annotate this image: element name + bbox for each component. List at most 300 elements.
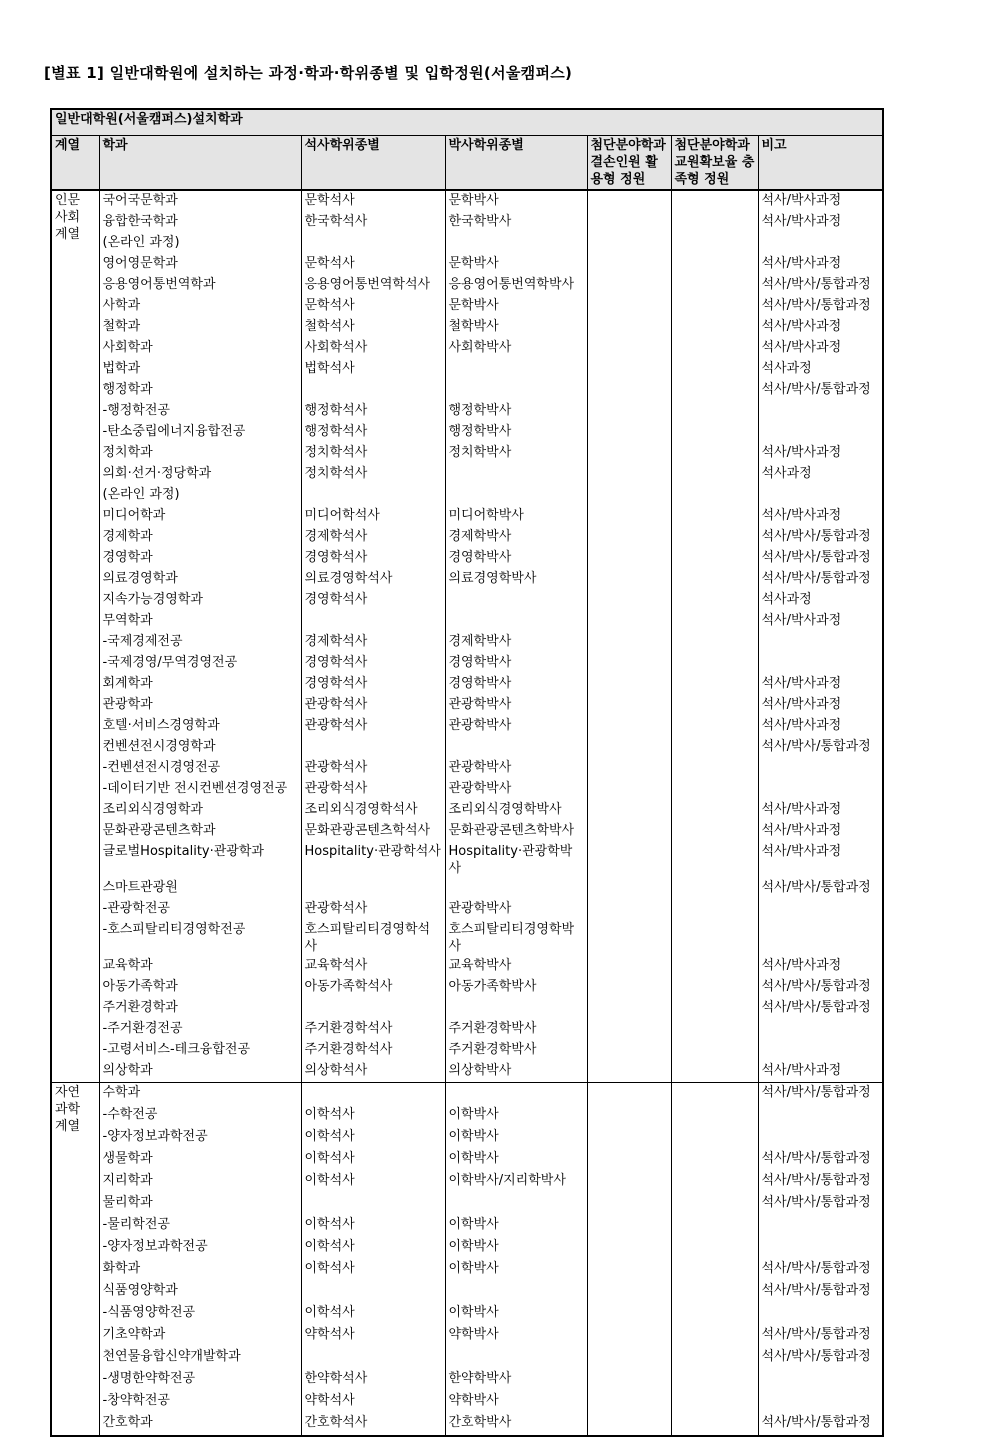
- cell-adv1: [587, 1083, 671, 1106]
- table-row: [51, 695, 883, 716]
- cell-adv1: [587, 1171, 671, 1193]
- cell-adv2: [671, 920, 758, 956]
- cell-adv1: [587, 275, 671, 296]
- cell-note: [758, 920, 883, 956]
- cell-note: [758, 899, 883, 920]
- cell-doctoral: [445, 1193, 587, 1215]
- cell-adv1: [587, 1347, 671, 1369]
- cell-doctoral: Hospitality·관광학박사: [445, 842, 587, 878]
- cell-adv1: [587, 878, 671, 899]
- table-row: [51, 1040, 883, 1061]
- cell-dept: 교육학과: [99, 956, 301, 977]
- section-natural-science: [51, 1083, 883, 1437]
- cell-masters: 이학석사: [301, 1237, 445, 1259]
- table-row: [51, 842, 883, 878]
- cell-dept: 생물학과: [99, 1149, 301, 1171]
- cell-note: [758, 485, 883, 506]
- cell-masters: 이학석사: [301, 1215, 445, 1237]
- cell-note: 석사/박사과정: [758, 716, 883, 737]
- cell-dept: 법학과: [99, 359, 301, 380]
- page-title: [별표 1] 일반대학원에 설치하는 과정·학과·학위종별 및 입학정원(서울캠퍼스): [44, 64, 573, 82]
- cell-note: 석사/박사과정: [758, 695, 883, 716]
- cell-adv1: [587, 569, 671, 590]
- cell-masters: 이학석사: [301, 1171, 445, 1193]
- cell-adv2: [671, 977, 758, 998]
- cell-masters: 약학석사: [301, 1325, 445, 1347]
- cell-masters: 문학석사: [301, 254, 445, 275]
- cell-doctoral: 간호학박사: [445, 1413, 587, 1436]
- cell-adv2: [671, 1259, 758, 1281]
- cell-note: 석사/박사과정: [758, 611, 883, 632]
- cell-note: 석사/박사/통합과정: [758, 275, 883, 296]
- cell-doctoral: 한국학박사: [445, 212, 587, 233]
- cell-dept: -창약학전공: [99, 1391, 301, 1413]
- cell-adv1: [587, 695, 671, 716]
- cell-note: 석사/박사/통합과정: [758, 548, 883, 569]
- cell-adv1: [587, 632, 671, 653]
- cell-dept: -국제경제전공: [99, 632, 301, 653]
- cell-dept: 회계학과: [99, 674, 301, 695]
- cell-dept: -국제경영/무역경영전공: [99, 653, 301, 674]
- table-row: [51, 275, 883, 296]
- cell-note: [758, 1040, 883, 1061]
- table-row: [51, 899, 883, 920]
- cell-masters: 법학석사: [301, 359, 445, 380]
- cell-doctoral: 이학박사: [445, 1127, 587, 1149]
- cell-masters: 주거환경학석사: [301, 1019, 445, 1040]
- cell-dept: (온라인 과정): [99, 485, 301, 506]
- cell-dept: 아동가족학과: [99, 977, 301, 998]
- cell-note: 석사/박사/통합과정: [758, 1347, 883, 1369]
- cell-dept: 사회학과: [99, 338, 301, 359]
- cell-note: 석사/박사과정: [758, 821, 883, 842]
- cell-doctoral: 문학박사: [445, 254, 587, 275]
- table-row: [51, 317, 883, 338]
- cell-note: 석사/박사/통합과정: [758, 296, 883, 317]
- cell-adv2: [671, 821, 758, 842]
- cell-doctoral: 경영학박사: [445, 653, 587, 674]
- cell-adv2: [671, 296, 758, 317]
- cell-masters: 관광학석사: [301, 899, 445, 920]
- cell-masters: 경제학석사: [301, 527, 445, 548]
- cell-masters: [301, 1193, 445, 1215]
- cell-dept: 수학과: [99, 1083, 301, 1106]
- table-row: [51, 1237, 883, 1259]
- cell-note: 석사과정: [758, 590, 883, 611]
- cell-masters: 문학석사: [301, 296, 445, 317]
- cell-doctoral: [445, 1347, 587, 1369]
- cell-adv1: [587, 212, 671, 233]
- cell-dept: -주거환경전공: [99, 1019, 301, 1040]
- table-row: [51, 1171, 883, 1193]
- cell-note: 석사/박사/통합과정: [758, 1413, 883, 1436]
- table-row: [51, 1413, 883, 1436]
- cell-note: 석사과정: [758, 464, 883, 485]
- cell-adv2: [671, 401, 758, 422]
- cell-masters: 간호학석사: [301, 1413, 445, 1436]
- col-header-category: 계열: [51, 136, 99, 191]
- cell-dept: 경제학과: [99, 527, 301, 548]
- cell-note: 석사/박사과정: [758, 506, 883, 527]
- cell-note: [758, 779, 883, 800]
- cell-adv2: [671, 1237, 758, 1259]
- cell-adv2: [671, 1019, 758, 1040]
- cell-doctoral: 교육학박사: [445, 956, 587, 977]
- cell-note: 석사/박사과정: [758, 674, 883, 695]
- table-row: [51, 569, 883, 590]
- table-row: [51, 1215, 883, 1237]
- cell-note: 석사과정: [758, 359, 883, 380]
- table-row: [51, 1149, 883, 1171]
- table-row: [51, 1347, 883, 1369]
- cell-adv2: [671, 1303, 758, 1325]
- cell-masters: 경제학석사: [301, 632, 445, 653]
- cell-dept: 의상학과: [99, 1061, 301, 1083]
- cell-note: [758, 1391, 883, 1413]
- cell-doctoral: 미디어학박사: [445, 506, 587, 527]
- cell-adv1: [587, 338, 671, 359]
- cell-adv1: [587, 716, 671, 737]
- cell-note: 석사/박사/통합과정: [758, 977, 883, 998]
- cell-adv2: [671, 590, 758, 611]
- cell-note: [758, 233, 883, 254]
- cell-masters: [301, 1083, 445, 1106]
- cell-note: [758, 1127, 883, 1149]
- cell-masters: 한국학석사: [301, 212, 445, 233]
- cell-doctoral: 약학박사: [445, 1325, 587, 1347]
- cell-masters: 교육학석사: [301, 956, 445, 977]
- cell-masters: 관광학석사: [301, 716, 445, 737]
- table-row: [51, 998, 883, 1019]
- cell-doctoral: 관광학박사: [445, 779, 587, 800]
- cell-adv1: [587, 527, 671, 548]
- cell-note: 석사/박사/통합과정: [758, 998, 883, 1019]
- cell-adv1: [587, 1127, 671, 1149]
- cell-dept: -양자정보과학전공: [99, 1237, 301, 1259]
- cell-masters: 의상학석사: [301, 1061, 445, 1083]
- cell-note: 석사/박사/통합과정: [758, 1281, 883, 1303]
- cell-masters: 주거환경학석사: [301, 1040, 445, 1061]
- table-title-row: [51, 109, 883, 136]
- cell-adv2: [671, 1083, 758, 1106]
- cell-doctoral: [445, 590, 587, 611]
- cell-note: [758, 758, 883, 779]
- cell-masters: [301, 737, 445, 758]
- cell-masters: 이학석사: [301, 1127, 445, 1149]
- cell-doctoral: [445, 1281, 587, 1303]
- table-row: [51, 920, 883, 956]
- cell-doctoral: [445, 380, 587, 401]
- cell-adv1: [587, 190, 671, 212]
- cell-adv2: [671, 1369, 758, 1391]
- cell-doctoral: 사회학박사: [445, 338, 587, 359]
- cell-note: [758, 1215, 883, 1237]
- table-row: [51, 359, 883, 380]
- cell-masters: 조리외식경영학석사: [301, 800, 445, 821]
- cell-note: [758, 1303, 883, 1325]
- table-row: [51, 1281, 883, 1303]
- cell-dept: -관광학전공: [99, 899, 301, 920]
- table-row: [51, 779, 883, 800]
- cell-doctoral: 한약학박사: [445, 1369, 587, 1391]
- cell-note: 석사/박사/통합과정: [758, 569, 883, 590]
- cell-doctoral: 문화관광콘텐츠학박사: [445, 821, 587, 842]
- cell-adv2: [671, 275, 758, 296]
- table-row: [51, 1193, 883, 1215]
- table-row: [51, 233, 883, 254]
- cell-note: [758, 1019, 883, 1040]
- cell-adv2: [671, 899, 758, 920]
- cell-adv1: [587, 1149, 671, 1171]
- cell-masters: [301, 380, 445, 401]
- table-row: [51, 443, 883, 464]
- cell-dept: 간호학과: [99, 1413, 301, 1436]
- cell-adv1: [587, 254, 671, 275]
- cell-adv2: [671, 317, 758, 338]
- cell-doctoral: 관광학박사: [445, 695, 587, 716]
- cell-masters: 정치학석사: [301, 443, 445, 464]
- cell-adv1: [587, 758, 671, 779]
- cell-dept: (온라인 과정): [99, 233, 301, 254]
- cell-adv2: [671, 1347, 758, 1369]
- cell-adv1: [587, 1040, 671, 1061]
- cell-doctoral: 행정학박사: [445, 401, 587, 422]
- cell-dept: -호스피탈리티경영학전공: [99, 920, 301, 956]
- cell-doctoral: 관광학박사: [445, 899, 587, 920]
- cell-doctoral: 약학박사: [445, 1391, 587, 1413]
- cell-adv1: [587, 422, 671, 443]
- cell-masters: 정치학석사: [301, 464, 445, 485]
- cell-adv2: [671, 800, 758, 821]
- cell-masters: 행정학석사: [301, 401, 445, 422]
- cell-adv1: [587, 779, 671, 800]
- cell-adv1: [587, 485, 671, 506]
- cell-masters: 아동가족학석사: [301, 977, 445, 998]
- table-row: [51, 380, 883, 401]
- cell-doctoral: [445, 737, 587, 758]
- table-row: [51, 1325, 883, 1347]
- cell-adv1: [587, 1369, 671, 1391]
- cell-doctoral: [445, 998, 587, 1019]
- cell-adv1: [587, 800, 671, 821]
- cell-adv2: [671, 1413, 758, 1436]
- cell-dept: 철학과: [99, 317, 301, 338]
- cell-dept: -식품영양학전공: [99, 1303, 301, 1325]
- cell-adv1: [587, 1325, 671, 1347]
- table-row: [51, 296, 883, 317]
- cell-adv2: [671, 878, 758, 899]
- cell-doctoral: 관광학박사: [445, 758, 587, 779]
- cell-dept: -수학전공: [99, 1105, 301, 1127]
- cell-adv2: [671, 359, 758, 380]
- table-row: [51, 1369, 883, 1391]
- cell-note: 석사/박사/통합과정: [758, 1193, 883, 1215]
- cell-masters: 관광학석사: [301, 695, 445, 716]
- table-row: [51, 758, 883, 779]
- cell-adv2: [671, 443, 758, 464]
- cell-adv2: [671, 527, 758, 548]
- cell-adv1: [587, 1303, 671, 1325]
- cell-masters: [301, 998, 445, 1019]
- cell-note: 석사/박사/통합과정: [758, 1325, 883, 1347]
- cell-doctoral: 응용영어통번역학박사: [445, 275, 587, 296]
- cell-adv2: [671, 485, 758, 506]
- table-row: [51, 800, 883, 821]
- cell-adv1: [587, 1281, 671, 1303]
- cell-masters: [301, 611, 445, 632]
- cell-dept: 융합한국학과: [99, 212, 301, 233]
- table-row: [51, 1083, 883, 1106]
- cell-masters: 경영학석사: [301, 653, 445, 674]
- table-row: [51, 1061, 883, 1083]
- cell-adv1: [587, 899, 671, 920]
- cell-adv1: [587, 548, 671, 569]
- table-row: [51, 548, 883, 569]
- cell-doctoral: 경제학박사: [445, 632, 587, 653]
- cell-dept: 응용영어통번역학과: [99, 275, 301, 296]
- cell-doctoral: 경제학박사: [445, 527, 587, 548]
- col-header-adv-field-vacancy-quota: 첨단분야학과 결손인원 활용형 정원: [587, 136, 671, 191]
- cell-adv1: [587, 821, 671, 842]
- cell-doctoral: 철학박사: [445, 317, 587, 338]
- cell-doctoral: 관광학박사: [445, 716, 587, 737]
- cell-adv2: [671, 611, 758, 632]
- cell-doctoral: 주거환경학박사: [445, 1040, 587, 1061]
- table-row: [51, 1259, 883, 1281]
- cell-dept: -고령서비스-테크융합전공: [99, 1040, 301, 1061]
- cell-doctoral: [445, 485, 587, 506]
- table-row: [51, 1019, 883, 1040]
- cell-adv2: [671, 1215, 758, 1237]
- cell-dept: 스마트관광원: [99, 878, 301, 899]
- cell-adv1: [587, 653, 671, 674]
- cell-dept: 식품영양학과: [99, 1281, 301, 1303]
- cell-doctoral: 문학박사: [445, 190, 587, 212]
- cell-masters: 이학석사: [301, 1303, 445, 1325]
- cell-adv2: [671, 653, 758, 674]
- cell-note: [758, 653, 883, 674]
- table-row: [51, 212, 883, 233]
- cell-note: 석사/박사과정: [758, 842, 883, 878]
- table-row: [51, 1391, 883, 1413]
- cell-adv2: [671, 1105, 758, 1127]
- cell-adv2: [671, 695, 758, 716]
- table-row: [51, 674, 883, 695]
- cell-masters: 경영학석사: [301, 548, 445, 569]
- cell-adv1: [587, 1237, 671, 1259]
- table-row: [51, 190, 883, 212]
- cell-note: [758, 1369, 883, 1391]
- cell-dept: 주거환경학과: [99, 998, 301, 1019]
- cell-dept: 지속가능경영학과: [99, 590, 301, 611]
- cell-masters: 관광학석사: [301, 779, 445, 800]
- cell-dept: 의료경영학과: [99, 569, 301, 590]
- cell-note: [758, 1237, 883, 1259]
- cell-adv1: [587, 317, 671, 338]
- cell-adv2: [671, 506, 758, 527]
- cell-dept: 행정학과: [99, 380, 301, 401]
- cell-adv1: [587, 1105, 671, 1127]
- cell-note: 석사/박사과정: [758, 338, 883, 359]
- cell-dept: -물리학전공: [99, 1215, 301, 1237]
- cell-dept: 미디어학과: [99, 506, 301, 527]
- cell-adv2: [671, 998, 758, 1019]
- table-row: [51, 422, 883, 443]
- cell-doctoral: [445, 359, 587, 380]
- cell-note: 석사/박사/통합과정: [758, 380, 883, 401]
- cell-doctoral: 의상학박사: [445, 1061, 587, 1083]
- table-row: [51, 464, 883, 485]
- cell-adv2: [671, 1281, 758, 1303]
- cell-doctoral: 조리외식경영학박사: [445, 800, 587, 821]
- cell-masters: 이학석사: [301, 1105, 445, 1127]
- table-title: 일반대학원(서울캠퍼스)설치학과: [51, 109, 883, 136]
- cell-adv2: [671, 956, 758, 977]
- table-row: [51, 527, 883, 548]
- cell-adv1: [587, 1193, 671, 1215]
- cell-note: 석사/박사과정: [758, 1061, 883, 1083]
- cell-masters: 문학석사: [301, 190, 445, 212]
- cell-doctoral: 호스피탈리티경영학박사: [445, 920, 587, 956]
- cell-adv2: [671, 380, 758, 401]
- cell-note: 석사/박사/통합과정: [758, 527, 883, 548]
- cell-dept: 조리외식경영학과: [99, 800, 301, 821]
- cell-note: 석사/박사/통합과정: [758, 1171, 883, 1193]
- table-row: [51, 485, 883, 506]
- cell-masters: 관광학석사: [301, 758, 445, 779]
- cell-masters: 약학석사: [301, 1391, 445, 1413]
- cell-doctoral: 이학박사: [445, 1237, 587, 1259]
- table-row: [51, 737, 883, 758]
- cell-note: 석사/박사과정: [758, 190, 883, 212]
- cell-dept: -컨벤션전시경영전공: [99, 758, 301, 779]
- cell-note: 석사/박사과정: [758, 212, 883, 233]
- table-row: [51, 977, 883, 998]
- departments-table-container: [50, 108, 884, 1437]
- cell-dept: 컨벤션전시경영학과: [99, 737, 301, 758]
- cell-adv1: [587, 1413, 671, 1436]
- cell-doctoral: 주거환경학박사: [445, 1019, 587, 1040]
- cell-adv1: [587, 506, 671, 527]
- cell-doctoral: 정치학박사: [445, 443, 587, 464]
- cell-adv1: [587, 956, 671, 977]
- cell-note: [758, 422, 883, 443]
- cell-masters: 사회학석사: [301, 338, 445, 359]
- cell-dept: 영어영문학과: [99, 254, 301, 275]
- cell-adv2: [671, 254, 758, 275]
- cell-adv2: [671, 1149, 758, 1171]
- cell-masters: 이학석사: [301, 1149, 445, 1171]
- table-row: [51, 653, 883, 674]
- table-row: [51, 611, 883, 632]
- table-row: [51, 254, 883, 275]
- cell-note: 석사/박사과정: [758, 956, 883, 977]
- cell-adv2: [671, 632, 758, 653]
- cell-doctoral: 이학박사: [445, 1215, 587, 1237]
- cell-dept: 화학과: [99, 1259, 301, 1281]
- cell-doctoral: 이학박사: [445, 1105, 587, 1127]
- cell-adv1: [587, 1215, 671, 1237]
- cell-adv2: [671, 737, 758, 758]
- cell-adv2: [671, 1193, 758, 1215]
- cell-adv1: [587, 464, 671, 485]
- cell-masters: Hospitality·관광학석사: [301, 842, 445, 878]
- cell-category: 인문 사회 계열: [51, 190, 99, 1083]
- cell-dept: -행정학전공: [99, 401, 301, 422]
- cell-category: 자연 과학 계열: [51, 1083, 99, 1437]
- cell-dept: 무역학과: [99, 611, 301, 632]
- section-humanities-social: [51, 190, 883, 1083]
